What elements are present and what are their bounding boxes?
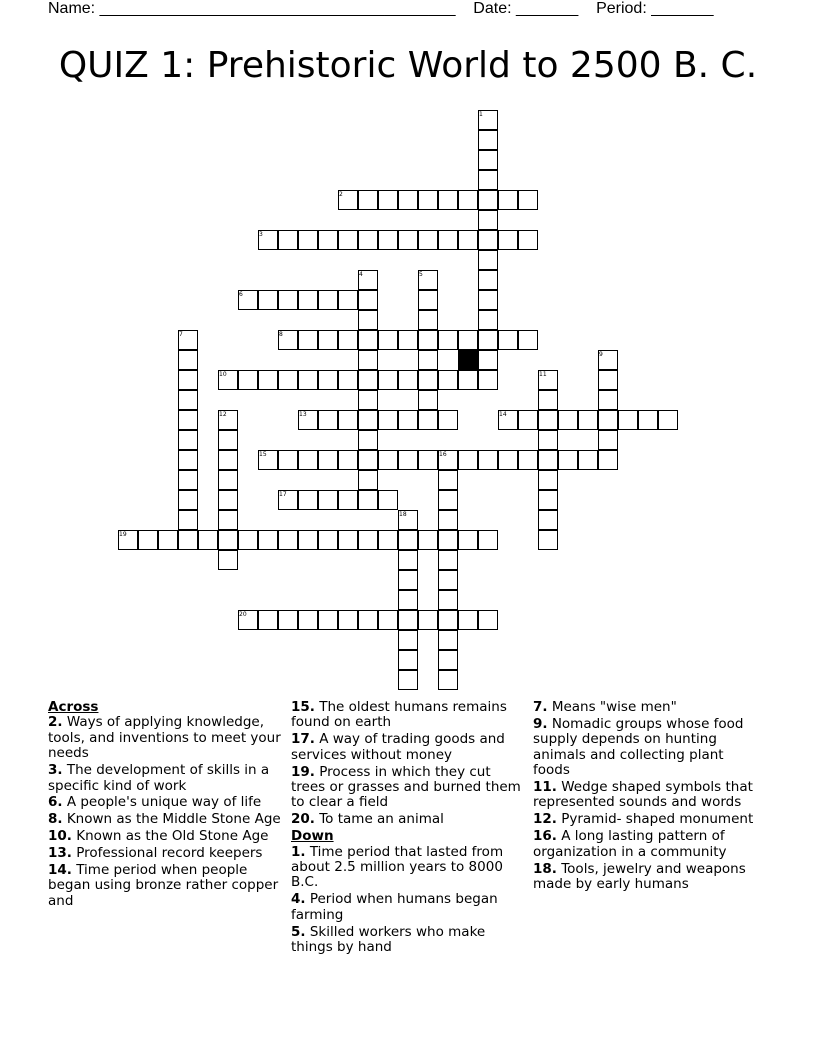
down-clue <box>533 812 763 827</box>
clue-text: Known as the Old Stone Age <box>76 828 269 845</box>
clue-text: Period when humans began farming <box>291 891 498 923</box>
crossword-cell[interactable] <box>318 450 338 470</box>
crossword-cell[interactable] <box>338 530 358 550</box>
crossword-cell[interactable] <box>318 530 338 550</box>
crossword-cell[interactable] <box>418 610 438 630</box>
crossword-cell[interactable] <box>538 510 558 530</box>
clue-section-heading: Down <box>291 828 334 845</box>
clue-number-label: 11 <box>539 371 547 378</box>
crossword-cell[interactable] <box>338 290 358 310</box>
crossword-cell[interactable] <box>418 190 438 210</box>
crossword-cell[interactable] <box>258 610 278 630</box>
crossword-cell[interactable] <box>218 510 238 530</box>
across-clue <box>48 846 284 861</box>
down-clue <box>533 862 763 893</box>
crossword-cell[interactable] <box>378 190 398 210</box>
crossword-cell[interactable] <box>558 450 578 470</box>
crossword-cell[interactable] <box>518 330 538 350</box>
crossword-cell[interactable] <box>558 410 578 430</box>
crossword-cell[interactable] <box>298 330 318 350</box>
crossword-cell[interactable] <box>538 490 558 510</box>
crossword-cell[interactable] <box>438 670 458 690</box>
clue-text: The development of skills in a specific kind of work <box>48 762 270 794</box>
crossword-cell[interactable] <box>438 330 458 350</box>
crossword-cell[interactable] <box>358 610 378 630</box>
crossword-cell[interactable] <box>478 610 498 630</box>
crossword-cell[interactable] <box>358 490 378 510</box>
clue-number-label: 16 <box>439 451 447 458</box>
clue-text: Wedge shaped symbols that represented sounds and words <box>533 779 753 811</box>
crossword-cell[interactable] <box>338 410 358 430</box>
period-blank[interactable]: _______ <box>651 0 714 17</box>
crossword-cell[interactable] <box>238 530 258 550</box>
crossword-cell[interactable] <box>478 150 498 170</box>
crossword-cell[interactable] <box>398 670 418 690</box>
crossword-cell[interactable] <box>378 450 398 470</box>
crossword-cell[interactable] <box>538 390 558 410</box>
clue-text: Means "wise men" <box>551 699 677 715</box>
across-clue <box>48 812 284 827</box>
crossword-cell[interactable] <box>438 230 458 250</box>
crossword-cell[interactable] <box>538 470 558 490</box>
crossword-cell[interactable] <box>278 230 298 250</box>
crossword-cell[interactable] <box>158 530 178 550</box>
crossword-cell[interactable] <box>398 610 418 630</box>
crossword-cell[interactable] <box>318 410 338 430</box>
clue-column-1 <box>48 700 284 911</box>
clue-number: 14. <box>48 862 72 879</box>
crossword-cell[interactable] <box>298 370 318 390</box>
crossword-cell[interactable] <box>498 190 518 210</box>
crossword-cell[interactable] <box>418 350 438 370</box>
crossword-cell[interactable] <box>358 430 378 450</box>
crossword-cell[interactable] <box>298 610 318 630</box>
crossword-cell[interactable] <box>598 450 618 470</box>
crossword-cell[interactable] <box>338 230 358 250</box>
clue-number-label: 17 <box>279 491 287 498</box>
crossword-cell[interactable] <box>418 330 438 350</box>
crossword-cell[interactable] <box>378 330 398 350</box>
clue-number-label: 19 <box>119 531 127 538</box>
crossword-cell[interactable] <box>398 590 418 610</box>
crossword-cell[interactable] <box>338 330 358 350</box>
crossword-cell[interactable] <box>178 390 198 410</box>
crossword-cell[interactable] <box>478 210 498 230</box>
clue-text: Process in which they cut trees or grasses and burned them to clear a field <box>291 763 521 811</box>
crossword-cell[interactable] <box>458 190 478 210</box>
crossword-cell[interactable] <box>178 370 198 390</box>
clue-text: Tools, jewelry and weapons made by early humans <box>533 860 746 892</box>
crossword-cell[interactable] <box>398 190 418 210</box>
down-clue <box>533 829 763 860</box>
clue-number-label: 9 <box>599 351 603 358</box>
crossword-cell[interactable] <box>358 410 378 430</box>
clue-number: 12. <box>533 811 557 828</box>
crossword-cell[interactable] <box>338 610 358 630</box>
crossword-cell[interactable] <box>478 530 498 550</box>
clue-number-label: 8 <box>279 331 283 338</box>
crossword-cell[interactable] <box>218 470 238 490</box>
crossword-cell[interactable] <box>658 410 678 430</box>
down-clue <box>533 780 763 811</box>
crossword-cell[interactable] <box>478 170 498 190</box>
crossword-cell[interactable] <box>258 530 278 550</box>
crossword-cell[interactable] <box>298 290 318 310</box>
down-clue <box>291 925 527 956</box>
blocked-cell <box>458 350 478 370</box>
name-label: Name: <box>48 0 96 17</box>
crossword-cell[interactable] <box>378 410 398 430</box>
crossword-cell[interactable] <box>358 290 378 310</box>
crossword-cell[interactable] <box>318 230 338 250</box>
crossword-cell[interactable] <box>518 190 538 210</box>
clue-text: Time period when people began using bronze rather copper and <box>48 862 279 909</box>
crossword-cell[interactable] <box>518 450 538 470</box>
crossword-cell[interactable] <box>218 530 238 550</box>
crossword-cell[interactable] <box>478 230 498 250</box>
clue-number: 20. <box>291 811 315 828</box>
crossword-cell[interactable] <box>418 230 438 250</box>
across-clue <box>291 812 527 827</box>
period-label: Period: <box>596 0 647 17</box>
crossword-cell[interactable] <box>598 370 618 390</box>
crossword-cell[interactable] <box>218 430 238 450</box>
crossword-cell[interactable] <box>278 530 298 550</box>
clue-number-label: 12 <box>219 411 227 418</box>
clue-text: Known as the Middle Stone Age <box>66 811 281 828</box>
clue-number-label: 15 <box>259 451 267 458</box>
crossword-cell[interactable] <box>338 370 358 390</box>
clue-text: Skilled workers who make things by hand <box>291 923 486 956</box>
crossword-cell[interactable] <box>358 530 378 550</box>
crossword-cell[interactable] <box>178 470 198 490</box>
crossword-cell[interactable] <box>358 390 378 410</box>
crossword-cell[interactable] <box>578 410 598 430</box>
crossword-cell[interactable] <box>538 410 558 430</box>
across-clue <box>291 765 527 811</box>
across-clue <box>48 715 284 761</box>
crossword-cell[interactable] <box>178 450 198 470</box>
clue-number-label: 20 <box>239 611 247 618</box>
crossword-cell[interactable] <box>298 530 318 550</box>
clue-text: Nomadic groups whose food supply depends on hunting animals and collecting plant foods <box>533 715 744 779</box>
crossword-cell[interactable] <box>178 510 198 530</box>
crossword-cell[interactable] <box>218 550 238 570</box>
clue-text: A long lasting pattern of organization in a community <box>533 828 727 860</box>
clue-number-label: 10 <box>219 371 227 378</box>
crossword-cell[interactable] <box>438 650 458 670</box>
crossword-cell[interactable] <box>478 190 498 210</box>
crossword-cell[interactable] <box>178 350 198 370</box>
crossword-cell[interactable] <box>598 390 618 410</box>
crossword-cell[interactable] <box>138 530 158 550</box>
date-blank[interactable]: _______ <box>516 0 579 17</box>
crossword-cell[interactable] <box>438 530 458 550</box>
crossword-cell[interactable] <box>478 330 498 350</box>
crossword-cell[interactable] <box>518 230 538 250</box>
crossword-cell[interactable] <box>438 610 458 630</box>
crossword-cell[interactable] <box>398 550 418 570</box>
crossword-cell[interactable] <box>318 290 338 310</box>
clue-number: 4. <box>291 891 306 908</box>
clue-number: 15. <box>291 699 315 715</box>
crossword-cell[interactable] <box>318 330 338 350</box>
crossword-cell[interactable] <box>398 330 418 350</box>
crossword-cell[interactable] <box>438 370 458 390</box>
crossword-cell[interactable] <box>598 410 618 430</box>
clue-number-label: 14 <box>499 411 507 418</box>
clue-number: 17. <box>291 731 315 748</box>
clue-number-label: 18 <box>399 511 407 518</box>
clue-number-label: 13 <box>299 411 307 418</box>
crossword-cell[interactable] <box>538 450 558 470</box>
crossword-cell[interactable] <box>358 450 378 470</box>
crossword-cell[interactable] <box>358 310 378 330</box>
crossword-cell[interactable] <box>478 130 498 150</box>
crossword-cell[interactable] <box>438 550 458 570</box>
crossword-cell[interactable] <box>438 590 458 610</box>
crossword-cell[interactable] <box>298 230 318 250</box>
crossword-cell[interactable] <box>218 490 238 510</box>
clue-number-label: 5 <box>419 271 423 278</box>
crossword-cell[interactable] <box>538 530 558 550</box>
crossword-cell[interactable] <box>358 330 378 350</box>
clue-number: 16. <box>533 828 557 845</box>
crossword-cell[interactable] <box>418 410 438 430</box>
across-clue <box>291 700 527 731</box>
crossword-cell[interactable] <box>298 490 318 510</box>
crossword-cell[interactable] <box>438 490 458 510</box>
crossword-cell[interactable] <box>438 410 458 430</box>
clue-text: The oldest humans remains found on earth <box>291 699 507 731</box>
crossword-cell[interactable] <box>418 530 438 550</box>
clue-text: Pyramid- shaped monument <box>561 811 754 828</box>
down-clue <box>533 700 763 715</box>
clue-column-2 <box>291 700 527 957</box>
crossword-cell[interactable] <box>178 430 198 450</box>
crossword-cell[interactable] <box>398 410 418 430</box>
crossword-cell[interactable] <box>578 450 598 470</box>
crossword-cell[interactable] <box>538 430 558 450</box>
clue-text: To tame an animal <box>319 811 444 828</box>
crossword-cell[interactable] <box>318 490 338 510</box>
crossword-cell[interactable] <box>498 330 518 350</box>
crossword-cell[interactable] <box>358 230 378 250</box>
clue-text: Ways of applying knowledge, tools, and inventions to meet your needs <box>48 714 281 762</box>
crossword-cell[interactable] <box>418 370 438 390</box>
page-title: QUIZ 1: Prehistoric World to 2500 B. C. <box>58 45 758 86</box>
crossword-cell[interactable] <box>358 190 378 210</box>
crossword-cell[interactable] <box>498 230 518 250</box>
clue-number: 7. <box>533 699 548 715</box>
crossword-cell[interactable] <box>438 190 458 210</box>
clue-section-heading: Across <box>48 699 99 715</box>
clue-text: A way of trading goods and services without money <box>291 731 505 763</box>
across-clue <box>291 732 527 763</box>
crossword-cell[interactable] <box>378 530 398 550</box>
crossword-cell[interactable] <box>478 250 498 270</box>
clue-number: 19. <box>291 763 315 780</box>
clue-number: 9. <box>533 715 548 732</box>
crossword-cell[interactable] <box>518 410 538 430</box>
crossword-cell[interactable] <box>398 570 418 590</box>
across-clue <box>48 863 284 909</box>
crossword-cell[interactable] <box>258 290 278 310</box>
down-clue <box>291 892 527 923</box>
crossword-cell[interactable] <box>298 450 318 470</box>
crossword-cell[interactable] <box>398 230 418 250</box>
clue-column-3 <box>533 700 763 894</box>
across-clue <box>48 829 284 844</box>
crossword-cell[interactable] <box>438 630 458 650</box>
crossword-cell[interactable] <box>498 450 518 470</box>
date-label: Date: <box>473 0 512 17</box>
crossword-cell[interactable] <box>478 270 498 290</box>
clue-text: Professional record keepers <box>76 845 263 862</box>
crossword-cell[interactable] <box>458 530 478 550</box>
crossword-cell[interactable] <box>178 410 198 430</box>
crossword-cell[interactable] <box>478 310 498 330</box>
crossword-cell[interactable] <box>238 370 258 390</box>
crossword-cell[interactable] <box>178 530 198 550</box>
crossword-cell[interactable] <box>338 490 358 510</box>
name-blank[interactable]: ________________________________________ <box>99 0 456 17</box>
crossword-cell[interactable] <box>458 230 478 250</box>
clue-number: 13. <box>48 845 72 862</box>
crossword-cell[interactable] <box>398 450 418 470</box>
crossword-cell[interactable] <box>358 470 378 490</box>
down-clue <box>291 845 527 891</box>
across-clue <box>48 795 284 810</box>
clue-number-label: 4 <box>359 271 363 278</box>
crossword-cell[interactable] <box>178 490 198 510</box>
clue-number: 8. <box>48 811 63 828</box>
crossword-cell[interactable] <box>458 610 478 630</box>
crossword-cell[interactable] <box>378 230 398 250</box>
clue-number: 6. <box>48 794 63 811</box>
crossword-cell[interactable] <box>278 450 298 470</box>
crossword-cell[interactable] <box>318 610 338 630</box>
crossword-cell[interactable] <box>398 650 418 670</box>
crossword-cell[interactable] <box>418 390 438 410</box>
crossword-cell[interactable] <box>198 530 218 550</box>
crossword-cell[interactable] <box>378 370 398 390</box>
crossword-cell[interactable] <box>418 310 438 330</box>
crossword-cell[interactable] <box>278 290 298 310</box>
crossword-cell[interactable] <box>418 290 438 310</box>
clue-number: 18. <box>533 860 557 877</box>
crossword-cell[interactable] <box>638 410 658 430</box>
crossword-cell[interactable] <box>398 530 418 550</box>
clue-number: 2. <box>48 714 63 731</box>
clue-text: Time period that lasted from about 2.5 million years to 8000 B.C. <box>291 843 504 891</box>
across-clue <box>48 763 284 794</box>
crossword-cell[interactable] <box>398 370 418 390</box>
clue-text: A people's unique way of life <box>66 794 262 811</box>
crossword-cell[interactable] <box>218 450 238 470</box>
crossword-cell[interactable] <box>438 510 458 530</box>
crossword-cell[interactable] <box>598 430 618 450</box>
clue-number-label: 2 <box>339 191 343 198</box>
clue-number: 1. <box>291 843 306 860</box>
crossword-cell[interactable] <box>358 370 378 390</box>
crossword-cell[interactable] <box>258 370 278 390</box>
clue-number: 10. <box>48 828 72 845</box>
crossword-cell[interactable] <box>378 490 398 510</box>
crossword-cell[interactable] <box>618 410 638 430</box>
crossword-cell[interactable] <box>478 370 498 390</box>
clue-number: 5. <box>291 923 306 940</box>
crossword-cell[interactable] <box>438 570 458 590</box>
crossword-cell[interactable] <box>478 350 498 370</box>
clue-number-label: 6 <box>239 291 243 298</box>
crossword-cell[interactable] <box>478 290 498 310</box>
crossword-cell[interactable] <box>438 470 458 490</box>
crossword-cell[interactable] <box>458 450 478 470</box>
crossword-cell[interactable] <box>418 450 438 470</box>
clue-number: 3. <box>48 762 63 779</box>
crossword-cell[interactable] <box>458 330 478 350</box>
crossword-cell[interactable] <box>338 450 358 470</box>
crossword-cell[interactable] <box>398 630 418 650</box>
crossword-cell[interactable] <box>358 350 378 370</box>
crossword-cell[interactable] <box>318 370 338 390</box>
crossword-cell[interactable] <box>458 370 478 390</box>
crossword-cell[interactable] <box>278 370 298 390</box>
clue-number-label: 7 <box>179 331 183 338</box>
crossword-cell[interactable] <box>378 610 398 630</box>
crossword-cell[interactable] <box>278 610 298 630</box>
clue-number: 11. <box>533 779 557 796</box>
clue-number-label: 3 <box>259 231 263 238</box>
down-clue <box>533 717 763 779</box>
clue-number-label: 1 <box>479 111 483 118</box>
crossword-cell[interactable] <box>478 450 498 470</box>
